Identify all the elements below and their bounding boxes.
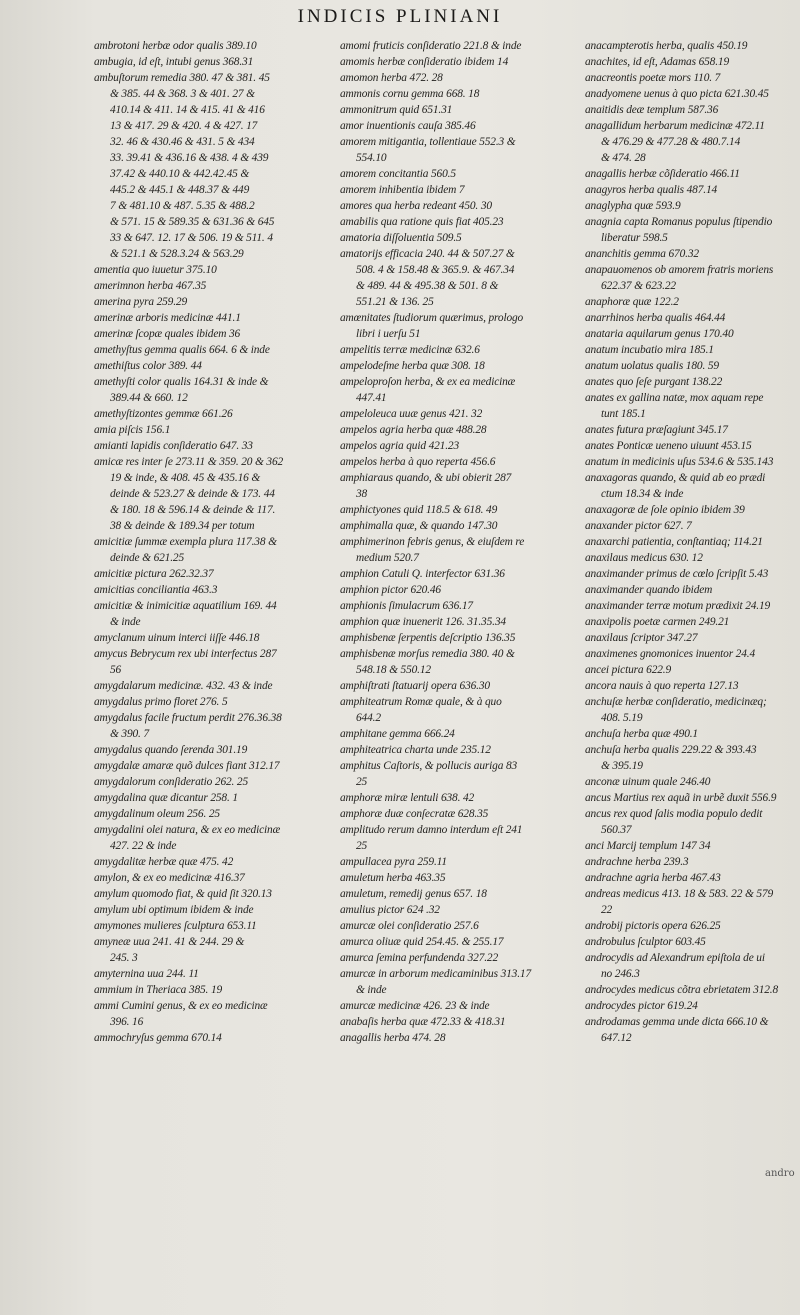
index-entry: 647.12 [601,1032,632,1044]
index-entry: 37.42 & 440.10 & 442.42.45 & [110,168,250,180]
index-entry: amygdalina quæ dicantur 258. 1 [94,792,238,804]
index-entry: & 395.19 [601,760,643,772]
index-entry: anates ex gallina natæ, mox aquam repe [585,392,764,404]
index-entry: andreas medicus 413. 18 & 583. 22 & 579 [585,888,773,900]
index-column-middle [340,38,580,1046]
index-entry: 447.41 [356,392,387,404]
index-entry: amphitus Caſtoris, & pollucis auriga 83 [340,760,518,772]
index-entry: ampelodeſme herba quæ 308. 18 [340,360,485,372]
index-entry: & 489. 44 & 495.38 & 501. 8 & [356,280,499,292]
index-entry: tunt 185.1 [601,408,646,420]
index-entry: amorem mitigantia, tollentiaue 552.3 & [340,136,516,148]
index-entry: amianti lapidis conſideratio 647. 33 [94,440,253,452]
index-entry: anabaſis herba quæ 472.33 & 418.31 [340,1016,506,1028]
running-head: INDICIS PLINIANI [297,6,503,27]
index-entry: 427. 22 & inde [110,840,177,852]
index-entry: 560.37 [601,824,632,836]
index-entry: amplitudo rerum damno interdum eſt 241 [340,824,523,836]
index-entry: ammi Cumini genus, & ex eo medicinæ [94,1000,268,1012]
index-entry: amphionis ſimulacrum 636.17 [340,600,473,612]
index-entry: anaxilaus ſcriptor 347.27 [585,632,698,644]
index-entry: anaxagoras quando, & quid ab eo prædi [585,472,766,484]
index-entry: amymones mulieres ſculptura 653.11 [94,920,257,932]
index-entry: amulius pictor 624 .32 [340,904,440,916]
index-entry: amygdalus primo floret 276. 5 [94,696,228,708]
index-entry: amyternina uua 244. 11 [94,968,199,980]
index-entry: ananchitis gemma 670.32 [585,248,699,260]
index-entry: amomon herba 472. 28 [340,72,443,84]
index-entry: ampelos agria quid 421.23 [340,440,460,452]
index-entry: anaxilaus medicus 630. 12 [585,552,703,564]
index-entry: ancei pictura 622.9 [585,664,672,676]
index-entry: amycus Bebrycum rex ubi interfectus 287 [94,648,277,660]
index-entry: amphitane gemma 666.24 [340,728,455,740]
index-entry: amylum ubi optimum ibidem & inde [94,904,254,916]
index-entry: 19 & inde, & 408. 45 & 435.16 & [110,472,261,484]
index-entry: anachites, id eſt, Adamas 658.19 [585,56,730,68]
index-column-right [585,38,797,1046]
index-entry: 22 [601,904,613,916]
index-entry: amphimalla quæ, & quando 147.30 [340,520,498,532]
index-entry: amerinæ ſcopæ quales ibidem 36 [94,328,241,340]
index-entry: anaxipolis poetæ carmen 249.21 [585,616,730,628]
index-entry: anaxander pictor 627. 7 [585,520,692,532]
index-entry: androcydes pictor 619.24 [585,1000,698,1012]
index-entry: & 474. 28 [601,152,646,164]
index-entry: & 385. 44 & 368. 3 & 401. 27 & [110,88,255,100]
index-entry: ancus Martius rex aquã in urbẽ duxit 556.9 [585,792,777,804]
index-entry: ancus rex quod ſalis modia populo dedit [585,808,763,820]
index-entry: amatoria diſſoluentia 509.5 [340,232,462,244]
index-entry: 508. 4 & 158.48 & 365.9. & 467.34 [356,264,515,276]
index-entry: amerinæ arboris medicinæ 441.1 [94,312,241,324]
index-entry: amabilis qua ratione quis fiat 405.23 [340,216,504,228]
index-entry: anaximander primus de cœlo ſcripſit 5.43 [585,568,769,580]
index-entry: ammonitrum quid 651.31 [340,104,453,116]
index-entry: ambuſtorum remedia 380. 47 & 381. 45 [94,72,270,84]
index-entry: amygdalini olei natura, & ex eo medicinæ [94,824,281,836]
index-entry: amicæ res inter ſe 273.11 & 359. 20 & 362 [94,456,284,468]
index-entry: & 180. 18 & 596.14 & deinde & 117. [110,504,276,516]
index-entry: anaxagoræ de ſole opinio ibidem 39 [585,504,745,516]
index-entry: amygdalus quando ſerenda 301.19 [94,744,248,756]
index-entry: amentia quo iuuetur 375.10 [94,264,217,276]
index-entry: anaximander quando ibidem [585,584,713,596]
index-entry: 25 [356,776,368,788]
index-entry: 644.2 [356,712,381,724]
index-entry: amicitias conciliantia 463.3 [94,584,218,596]
index-entry: anagallis herbæ cõſideratio 466.11 [585,168,740,180]
index-entry: anchuſa herba quæ 490.1 [585,728,698,740]
index-entry: amicitiæ ſummæ exempla plura 117.38 & [94,536,277,548]
index-entry: 38 & deinde & 189.34 per totum [110,520,255,532]
index-entry: 551.21 & 136. 25 [356,296,434,308]
index-entry: amuletum, remedij genus 657. 18 [340,888,487,900]
index-entry: anconæ uinum quale 246.40 [585,776,711,788]
index-entry: 7 & 481.10 & 487. 5.35 & 488.2 [110,200,255,212]
index-entry: anarrhinos herba qualis 464.44 [585,312,726,324]
index-entry: anci Marcij templum 147 34 [585,840,711,852]
index-entry: amphimerinon febris genus, & eiuſdem re [340,536,525,548]
index-column-left [94,38,330,1046]
index-entry: ampelitis terræ medicinæ 632.6 [340,344,480,356]
index-entry: 38 [356,488,368,500]
index-entry: androdamas gemma unde dicta 666.10 & [585,1016,769,1028]
index-entry: anaxarchi patientia, conſtantiaq; 114.21 [585,536,763,548]
index-entry: ampeloleuca uuæ genus 421. 32 [340,408,483,420]
index-entry: liberatur 598.5 [601,232,668,244]
index-entry: amphoræ duæ conſecratæ 628.35 [340,808,489,820]
index-entry: no 246.3 [601,968,640,980]
index-entry: 554.10 [356,152,387,164]
index-entry: 396. 16 [110,1016,144,1028]
index-entry: 32. 46 & 430.46 & 431. 5 & 434 [110,136,255,148]
index-entry: 548.18 & 550.12 [356,664,431,676]
index-entry: anatum uolatus qualis 180. 59 [585,360,719,372]
index-entry: 445.2 & 445.1 & 448.37 & 449 [110,184,250,196]
index-entry: 13 & 417. 29 & 420. 4 & 427. 17 [110,120,258,132]
index-entry: androcydis ad Alexandrum epiſtola de ui [585,952,765,964]
index-entry: amylon, & ex eo medicinæ 416.37 [94,872,245,884]
index-entry: amethiſtus color 389. 44 [94,360,202,372]
index-entry: anaphoræ quæ 122.2 [585,296,679,308]
index-entry: anagallis herba 474. 28 [340,1032,446,1044]
index-entry: deinde & 523.27 & deinde & 173. 44 [110,488,275,500]
index-entry: amyneæ uua 241. 41 & 244. 29 & [94,936,245,948]
catchword: andro [765,1168,795,1179]
index-entry: medium 520.7 [356,552,419,564]
index-entry: 245. 3 [110,952,138,964]
index-entry: amygdalitæ herbæ quæ 475. 42 [94,856,234,868]
index-entry: anaitidis deæ templum 587.36 [585,104,719,116]
index-entry: amphiaraus quando, & ubi obierit 287 [340,472,512,484]
index-entry: 410.14 & 411. 14 & 415. 41 & 416 [110,104,265,116]
index-entry: andrachne agria herba 467.43 [585,872,721,884]
index-entry: 56 [110,664,122,676]
index-entry: amphiteatrum Romæ quale, & à quo [340,696,502,708]
index-entry: amurcæ in arborum medicaminibus 313.17 [340,968,531,980]
index-entry: anatum incubatio mira 185.1 [585,344,714,356]
index-entry: & 521.1 & 528.3.24 & 563.29 [110,248,244,260]
index-entry: amygdalinum oleum 256. 25 [94,808,220,820]
index-entry: anadyomene uenus à quo picta 621.30.45 [585,88,769,100]
index-entry: 408. 5.19 [601,712,643,724]
index-entry: anates futura præſagiunt 345.17 [585,424,728,436]
index-entry: amethyſti color qualis 164.31 & inde & [94,376,269,388]
index-entry: anatum in medicinis uſus 534.6 & 535.143 [585,456,774,468]
index-entry: amor inuentionis cauſa 385.46 [340,120,476,132]
index-entry: amphion Catuli Q. interfector 631.36 [340,568,505,580]
index-entry: anchuſa herba qualis 229.22 & 393.43 [585,744,757,756]
index-entry: anaglypha quæ 593.9 [585,200,681,212]
index-entry: androbulus ſculptor 603.45 [585,936,706,948]
index-entry: deinde & 621.25 [110,552,184,564]
index-entry: amorem concitantia 560.5 [340,168,456,180]
index-entry: 33 & 647. 12. 17 & 506. 19 & 511. 4 [110,232,273,244]
index-entry: amylum quomodo fiat, & quid ſit 320.13 [94,888,272,900]
index-entry: anaximander terræ motum prædixit 24.19 [585,600,771,612]
index-entry: amurcæ olei conſideratio 257.6 [340,920,479,932]
index-entry: amatorijs efficacia 240. 44 & 507.27 & [340,248,515,260]
index-entry: amicitiæ pictura 262.32.37 [94,568,214,580]
index-entry: anataria aquilarum genus 170.40 [585,328,734,340]
index-entry: amphisbenæ ſerpentis deſcriptio 136.35 [340,632,516,644]
index-entry: amphion quæ inuenerit 126. 31.35.34 [340,616,506,628]
index-entry: 389.44 & 660. 12 [110,392,188,404]
index-entry: ambugia, id eſt, intubi genus 368.31 [94,56,254,68]
index-entry: amethyſtizontes gemmæ 661.26 [94,408,233,420]
index-entry: amerimnon herba 467.35 [94,280,207,292]
index-entry: androbij pictoris opera 626.25 [585,920,721,932]
index-entry: anagyros herba qualis 487.14 [585,184,718,196]
index-entry: & inde [356,984,387,996]
index-entry: & 476.29 & 477.28 & 480.7.14 [601,136,741,148]
index-entry: ctum 18.34 & inde [601,488,684,500]
index-entry: amphoræ miræ lentuli 638. 42 [340,792,475,804]
index-entry: anaximenes gnomonices inuentor 24.4 [585,648,756,660]
index-entry: anates Ponticæ ueneno uiuunt 453.15 [585,440,752,452]
index-entry: amomi fruticis conſideratio 221.8 & inde [340,40,522,52]
index-entry: ammonis cornu gemma 668. 18 [340,88,480,100]
index-entry: & 571. 15 & 589.35 & 631.36 & 645 [110,216,275,228]
index-entry: anagnia capta Romanus populus ſtipendio [585,216,773,228]
index-entry: anacreontis poetæ mors 110. 7 [585,72,721,84]
index-entry: amores qua herba redeant 450. 30 [340,200,492,212]
index-entry: anates quo ſeſe purgant 138.22 [585,376,723,388]
index-entry: amphictyones quid 118.5 & 618. 49 [340,504,498,516]
index-entry: amurca oliuæ quid 254.45. & 255.17 [340,936,504,948]
index-entry: ancora nauis à quo reperta 127.13 [585,680,739,692]
index-entry: amurca ſemina perfundenda 327.22 [340,952,499,964]
index-entry: 25 [356,840,368,852]
index-entry: amicitiæ & inimicitiæ aquatilium 169. 44 [94,600,277,612]
index-entry: ampelos agria herba quæ 488.28 [340,424,487,436]
index-entry: amphion pictor 620.46 [340,584,441,596]
index-entry: amœnitates ſtudiorum quærimus, prologo [340,312,524,324]
index-entry: amphisbenæ morſus remedia 380. 40 & [340,648,515,660]
index-entry: amygdalorum conſideratio 262. 25 [94,776,249,788]
index-entry: amygdalæ amaræ quõ dulces fiant 312.17 [94,760,280,772]
index-entry: amia piſcis 156.1 [94,424,171,436]
index-entry: & 390. 7 [110,728,149,740]
index-entry: ampeloproſon herba, & ex ea medicinæ [340,376,516,388]
index-entry: amerina pyra 259.29 [94,296,188,308]
index-entry: amomis herbæ conſideratio ibidem 14 [340,56,509,68]
index-entry: amurcæ medicinæ 426. 23 & inde [340,1000,490,1012]
index-entry: anagallidum herbarum medicinæ 472.11 [585,120,765,132]
index-entry: 622.37 & 623.22 [601,280,676,292]
index-entry: amygdalarum medicinæ. 432. 43 & inde [94,680,273,692]
index-entry: anapauomenos ob amorem fratris moriens [585,264,774,276]
index-entry: amuletum herba 463.35 [340,872,446,884]
index-entry: anacampterotis herba, qualis 450.19 [585,40,748,52]
index-entry: amethyſtus gemma qualis 664. 6 & inde [94,344,270,356]
index-entry: 33. 39.41 & 436.16 & 438. 4 & 439 [110,152,269,164]
index-entry: andrachne herba 239.3 [585,856,689,868]
index-entry: anchuſæ herbæ conſideratio, medicinæq; [585,696,767,708]
index-entry: ampullacea pyra 259.11 [340,856,447,868]
index-entry: ampelos herba à quo reperta 456.6 [340,456,496,468]
index-entry: androcydes medicus cõtra ebrietatem 312.8 [585,984,779,996]
index-entry: ambrotoni herbæ odor qualis 389.10 [94,40,257,52]
index-entry: libri i uerſu 51 [356,328,421,340]
index-entry: amphiteatrica charta unde 235.12 [340,744,491,756]
index-entry: ammium in Theriaca 385. 19 [94,984,223,996]
index-entry: amphiſtrati ſtatuarij opera 636.30 [340,680,490,692]
index-entry: amyclanum uinum interci iiſſe 446.18 [94,632,260,644]
index-entry: & inde [110,616,141,628]
index-entry: ammochryſus gemma 670.14 [94,1032,222,1044]
index-entry: amygdalus facile fructum perdit 276.36.38 [94,712,282,724]
index-entry: amorem inhibentia ibidem 7 [340,184,465,196]
